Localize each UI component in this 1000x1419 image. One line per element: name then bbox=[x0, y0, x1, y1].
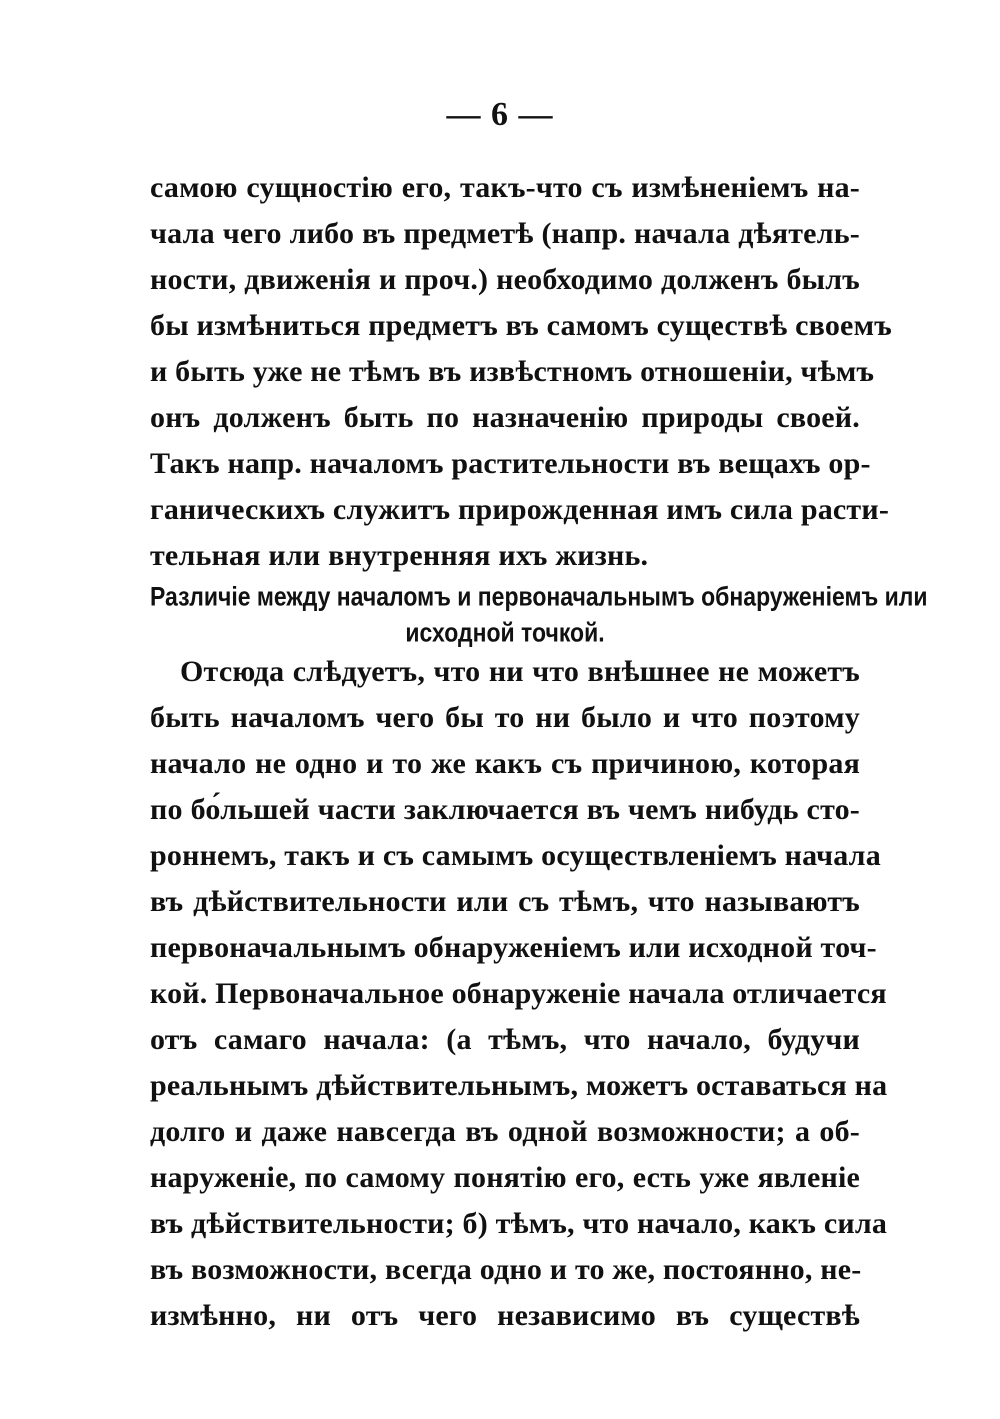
paragraph-2-line: долго и даже навсегда въ одной возможности; а об- bbox=[150, 1115, 860, 1148]
paragraph-1-line: ности, движенія и проч.) необходимо долженъ былъ bbox=[150, 263, 860, 296]
paragraph-2-line: реальнымъ дѣйствительнымъ, можетъ оставаться на bbox=[150, 1069, 888, 1102]
paragraph-2-line: быть началомъ чего бы то ни было и что поэтому bbox=[150, 701, 860, 734]
paragraph-1-line: онъ долженъ быть по назначенію природы своей. bbox=[150, 401, 860, 434]
paragraph-2-line: въ дѣйствительности или съ тѣмъ, что называютъ bbox=[150, 885, 860, 918]
paragraph-2-line: Отсюда слѣдуетъ, что ни что внѣшнее не можетъ bbox=[180, 655, 860, 688]
paragraph-1-line: ганическихъ служитъ прирожденная имъ сила расти- bbox=[150, 493, 890, 526]
section-heading-line: Различіе между началомъ и первоначальнымъ обнаруженіемъ или bbox=[150, 581, 928, 612]
paragraph-1-line: Такъ напр. началомъ растительности въ вещахъ ор- bbox=[150, 447, 871, 480]
paragraph-2-line: по бо́льшей части заключается въ чемъ нибудь сто- bbox=[150, 793, 860, 826]
paragraph-2-line: первоначальнымъ обнаруженіемъ или исходной точ- bbox=[150, 931, 877, 964]
paragraph-1-line: самою сущностію его, такъ-что съ измѣненіемъ на- bbox=[150, 171, 860, 204]
paragraph-1-line: и быть уже не тѣмъ въ извѣстномъ отношеніи, чѣмъ bbox=[150, 355, 875, 388]
section-heading-line: исходной точкой. bbox=[405, 617, 605, 648]
page-number: — 6 — bbox=[446, 96, 554, 133]
paragraph-2-line: измѣнно, ни отъ чего независимо въ существѣ bbox=[150, 1299, 860, 1332]
paragraph-1-line: чала чего либо въ предметѣ (напр. начала дѣятель- bbox=[150, 217, 860, 250]
paragraph-2-line: роннемъ, такъ и съ самымъ осуществленіемъ начала bbox=[150, 839, 881, 872]
paragraph-2-line: кой. Первоначальное обнаруженіе начала отличается bbox=[150, 977, 887, 1010]
paragraph-2-line: наруженіе, по самому понятію его, есть уже явленіе bbox=[150, 1161, 860, 1194]
paragraph-2-line: въ возможности, всегда одно и то же, постоянно, не- bbox=[150, 1253, 862, 1286]
paragraph-2-line: отъ самаго начала: (а тѣмъ, что начало, будучи bbox=[150, 1023, 860, 1056]
paragraph-1-line: тельная или внутренняя ихъ жизнь. bbox=[150, 539, 649, 572]
paragraph-2-line: начало не одно и то же какъ съ причиною, которая bbox=[150, 747, 860, 780]
paragraph-1-line: бы измѣниться предметъ въ самомъ существѣ своемъ bbox=[150, 309, 892, 342]
paragraph-2-line: въ дѣйствительности; б) тѣмъ, что начало, какъ сила bbox=[150, 1207, 888, 1240]
